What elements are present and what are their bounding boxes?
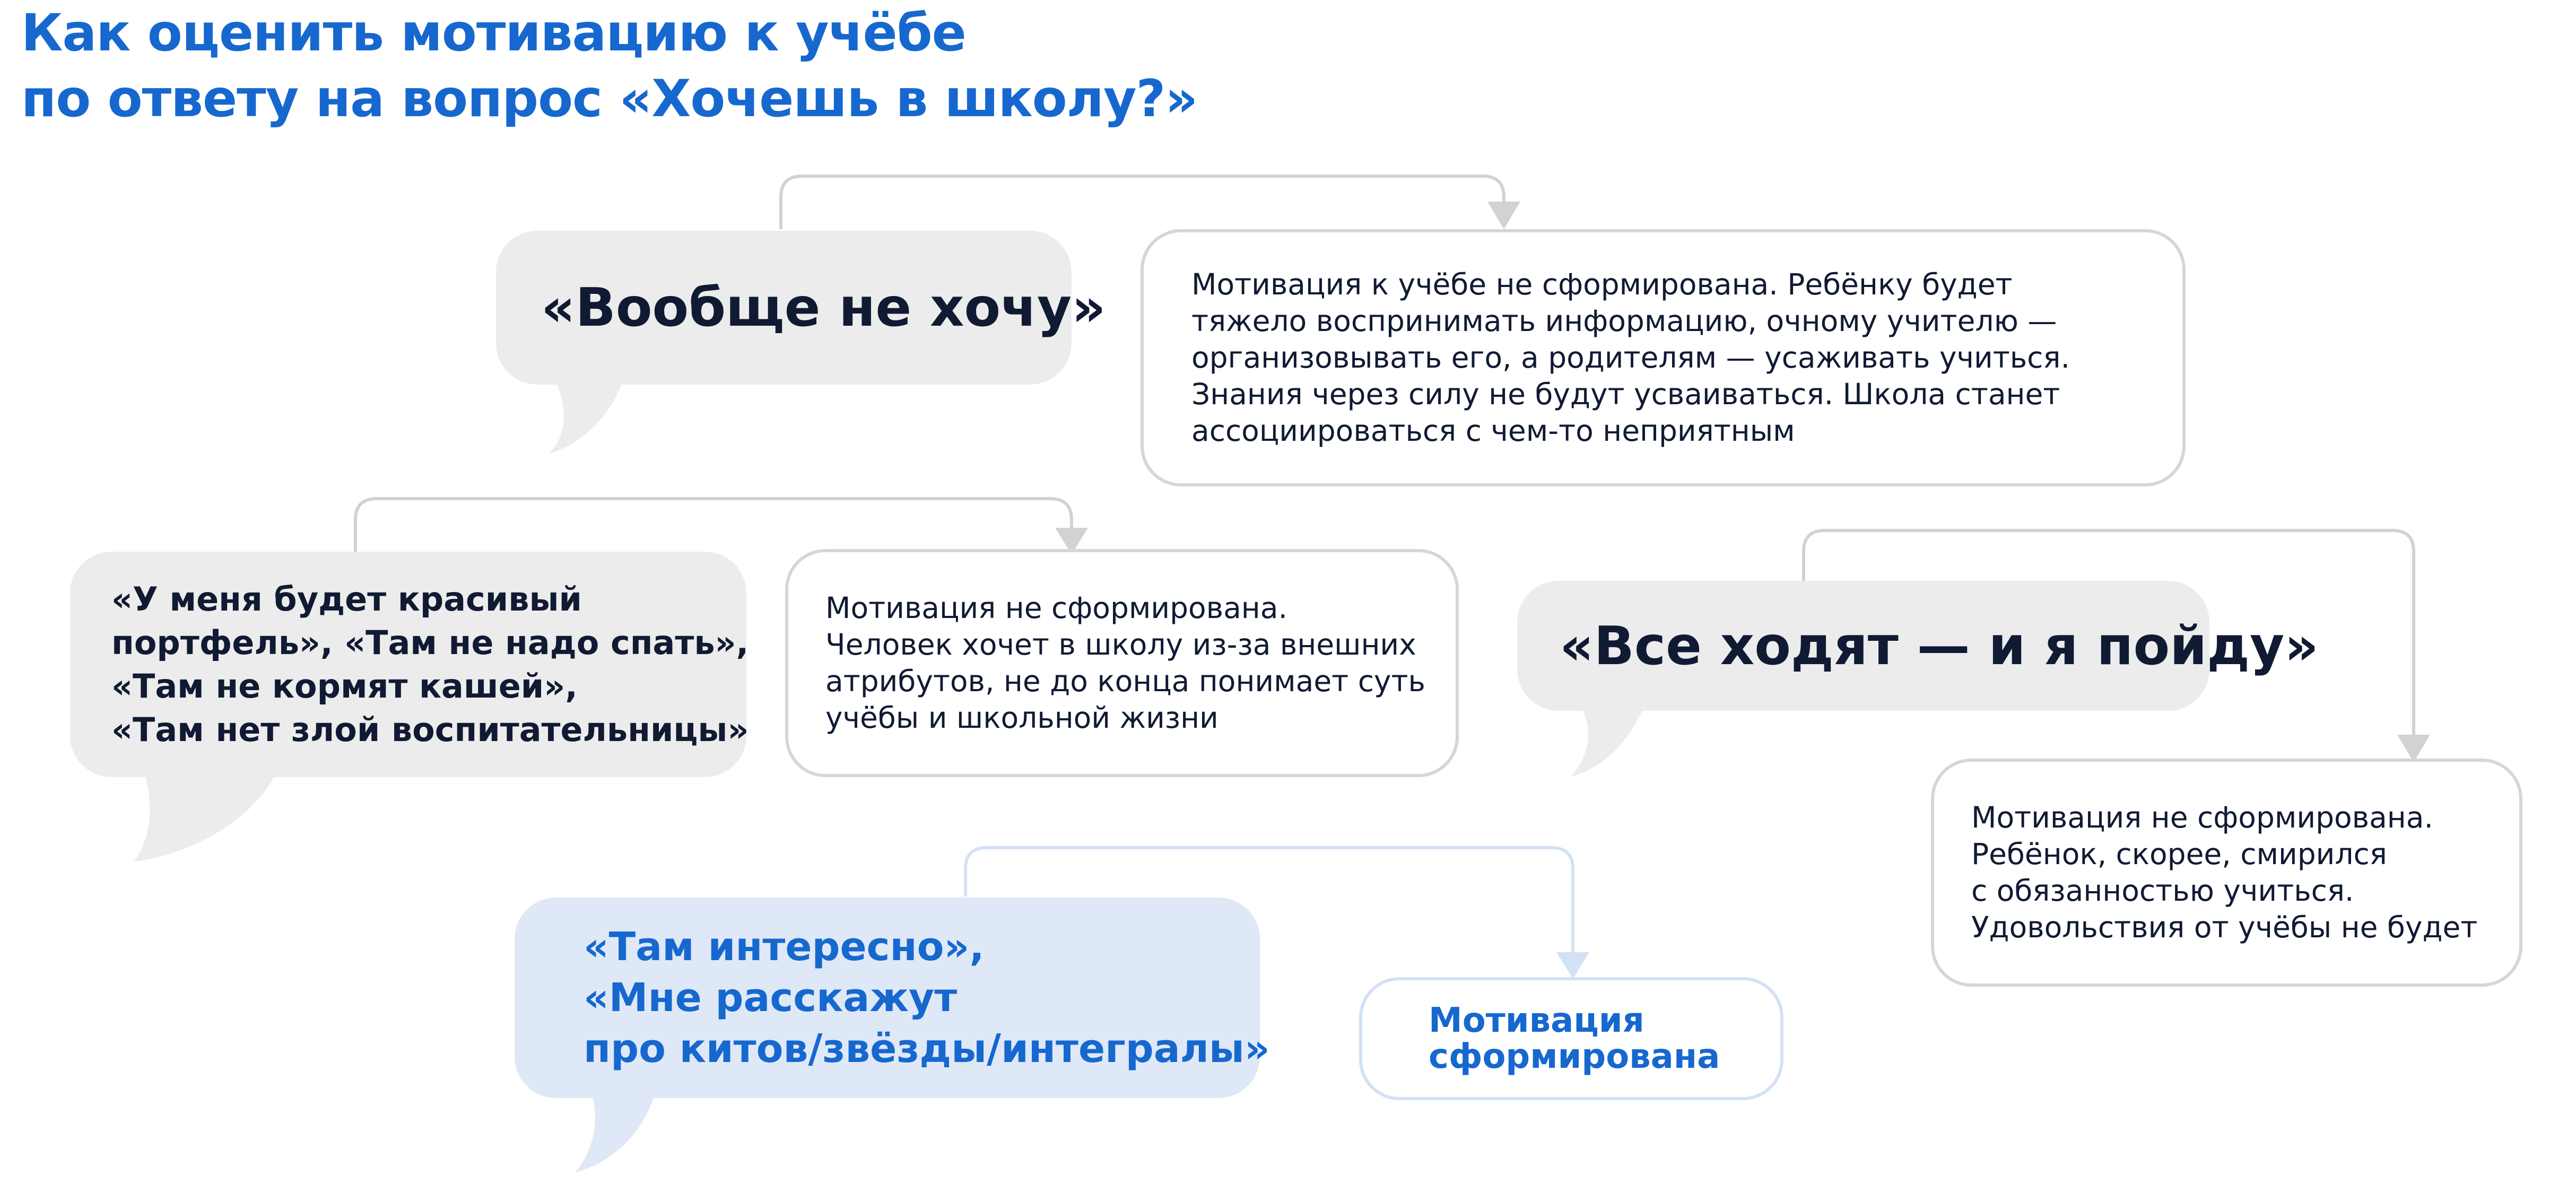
connector-1 — [781, 176, 1504, 229]
speech-bubble-interesting — [515, 898, 1270, 1098]
conclusion-line: сформирована — [1429, 1037, 1720, 1076]
title-line-1: Как оценить мотивацию к учёбе — [21, 3, 966, 63]
title-line-2: по ответу на вопрос «Хочешь в школу?» — [21, 69, 1198, 128]
speech-bubble-external-attributes — [70, 552, 749, 777]
conclusion-line: Мотивация не сформирована. — [825, 591, 1287, 625]
quote-text: портфель», «Там не надо спать», — [111, 623, 749, 662]
arrowhead-4 — [1556, 952, 1589, 979]
conclusion-box-resigned — [1931, 759, 2522, 987]
conclusion-line: учёбы и школьной жизни — [825, 701, 1219, 735]
conclusion-line: Удовольствия от учёбы не будет — [1971, 910, 2478, 944]
conclusion-line: ассоциироваться с чем-то неприятным — [1191, 414, 1795, 448]
conclusion-line: Человек хочет в школу из-за внешних — [825, 628, 1416, 661]
quote-text: «У меня будет красивый — [111, 579, 582, 619]
speech-bubble-tail — [576, 1093, 660, 1178]
conclusion-line: Мотивация к учёбе не сформирована. Ребёнку будет — [1191, 267, 2013, 301]
quote-text: «Там не кормят кашей», — [111, 666, 578, 706]
speech-bubble-tail — [549, 379, 629, 459]
quote-text: про китов/звёзды/интегралы» — [584, 1026, 1270, 1072]
quote-text: «Там интересно», — [584, 924, 985, 970]
conclusion-box-formed — [1359, 977, 1783, 1100]
conclusion-line: атрибутов, не до конца понимает суть — [825, 664, 1425, 698]
arrowhead-1 — [1487, 202, 1520, 229]
speech-bubble-tail — [134, 772, 293, 878]
conclusion-line: Знания через силу не будут усваиваться. Школа станет — [1191, 377, 2060, 411]
quote-text: «Мне расскажут — [584, 975, 958, 1021]
conclusion-line: тяжело воспринимать информацию, очному учителю — — [1191, 304, 2057, 338]
conclusion-box-external-motivation — [785, 549, 1459, 777]
conclusion-line: Мотивация — [1429, 1001, 1644, 1040]
quote-text: «Там нет злой воспитательницы» — [111, 710, 749, 749]
conclusion-line: организовывать его, а родителям — усаживать учиться. — [1191, 341, 2070, 375]
conclusion-line: Мотивация не сформирована. — [1971, 800, 2433, 834]
conclusion-box-not-formed — [1141, 229, 2186, 486]
connector-2 — [355, 499, 1072, 552]
speech-bubble-tail — [1570, 706, 1650, 785]
quote-text: «Все ходят — и я пойду» — [1560, 614, 2319, 677]
speech-bubble-everyone-goes — [1517, 581, 2319, 711]
conclusion-line: Ребёнок, скорее, смирился — [1971, 837, 2387, 871]
quote-text: «Вообще не хочу» — [541, 276, 1106, 338]
speech-bubble-not-want — [496, 231, 1106, 385]
conclusion-line: с обязанностью учиться. — [1971, 874, 2354, 908]
